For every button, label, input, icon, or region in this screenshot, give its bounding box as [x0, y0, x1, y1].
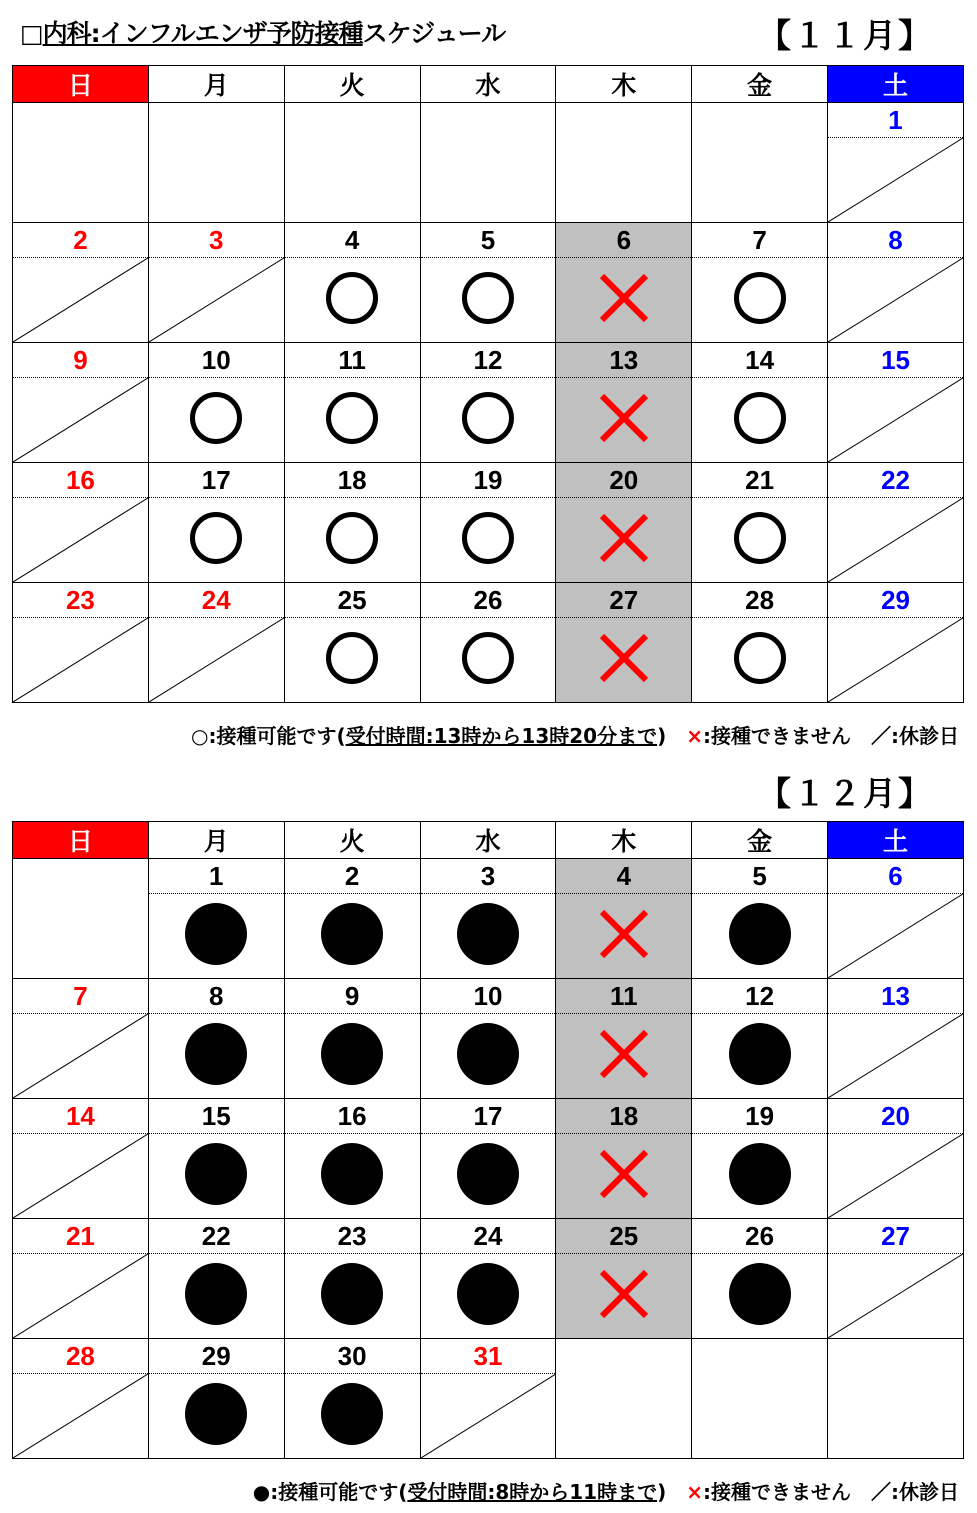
cross-icon	[596, 1266, 652, 1322]
day-number: 18	[556, 1099, 692, 1134]
day-status-cell	[692, 258, 828, 343]
day-status-cell	[148, 1254, 284, 1339]
weekday-header: 火	[284, 822, 420, 859]
closed-slash-icon	[828, 258, 963, 342]
legend-paren-close: )	[657, 1480, 667, 1504]
day-status-cell	[148, 1374, 284, 1459]
day-status-cell	[148, 498, 284, 583]
available-dot-icon	[185, 1383, 247, 1445]
day-number: 1	[828, 103, 964, 138]
day-status-cell	[556, 894, 692, 979]
day-number: 27	[556, 583, 692, 618]
day-status-cell	[556, 138, 692, 223]
day-number	[556, 1339, 692, 1374]
closed-slash-icon	[828, 894, 963, 978]
closed-slash-icon	[13, 1134, 148, 1218]
day-status-cell	[828, 1374, 964, 1459]
day-status-cell	[420, 258, 556, 343]
available-dot-icon	[185, 1023, 247, 1085]
closed-slash-icon	[13, 1374, 148, 1458]
day-number: 5	[420, 223, 556, 258]
day-status-cell	[556, 498, 692, 583]
day-status-cell	[692, 1014, 828, 1099]
day-number: 20	[828, 1099, 964, 1134]
day-number: 23	[284, 1219, 420, 1254]
available-circle-icon	[190, 512, 242, 564]
available-circle-icon	[326, 272, 378, 324]
weekday-header: 日	[13, 66, 149, 103]
day-status-cell	[556, 1134, 692, 1219]
closed-slash-icon	[828, 1014, 963, 1098]
weekday-header: 木	[556, 822, 692, 859]
cross-icon	[596, 390, 652, 446]
day-status-cell	[13, 258, 149, 343]
day-number: 21	[692, 463, 828, 498]
day-status-cell	[692, 498, 828, 583]
day-status-cell	[420, 498, 556, 583]
closed-slash-icon	[149, 258, 284, 342]
day-status-cell	[13, 498, 149, 583]
day-number	[692, 103, 828, 138]
closed-slash-icon	[13, 618, 148, 702]
day-number: 14	[692, 343, 828, 378]
day-number: 3	[420, 859, 556, 894]
calendar-december	[12, 821, 964, 1459]
day-number: 21	[13, 1219, 149, 1254]
day-number: 15	[828, 343, 964, 378]
day-number: 18	[284, 463, 420, 498]
available-dot-icon	[457, 1263, 519, 1325]
day-status-cell	[13, 1254, 149, 1339]
day-number: 24	[148, 583, 284, 618]
day-status-cell	[692, 1134, 828, 1219]
weekday-header: 日	[13, 822, 149, 859]
weekday-header: 土	[828, 822, 964, 859]
cross-icon	[596, 630, 652, 686]
day-number: 29	[148, 1339, 284, 1374]
day-number: 19	[692, 1099, 828, 1134]
day-number: 22	[148, 1219, 284, 1254]
day-number: 22	[828, 463, 964, 498]
day-number: 11	[556, 979, 692, 1014]
day-status-cell	[420, 618, 556, 703]
day-number: 4	[556, 859, 692, 894]
day-status-cell	[13, 618, 149, 703]
day-number	[556, 103, 692, 138]
closed-slash-icon	[149, 618, 284, 702]
day-status-cell	[828, 618, 964, 703]
closed-slash-icon	[828, 618, 963, 702]
day-number: 9	[284, 979, 420, 1014]
day-status-cell	[284, 138, 420, 223]
day-status-cell	[13, 1374, 149, 1459]
day-number: 11	[284, 343, 420, 378]
legend-cross-symbol: ×	[686, 724, 703, 748]
available-dot-icon	[321, 1383, 383, 1445]
day-number: 13	[828, 979, 964, 1014]
checkbox-icon: □	[20, 19, 43, 48]
day-number: 16	[284, 1099, 420, 1134]
day-number: 26	[692, 1219, 828, 1254]
day-status-cell	[148, 618, 284, 703]
day-status-cell	[828, 258, 964, 343]
day-status-cell	[556, 1374, 692, 1459]
closed-slash-icon	[828, 378, 963, 462]
weekday-header: 火	[284, 66, 420, 103]
day-number: 20	[556, 463, 692, 498]
day-number: 12	[692, 979, 828, 1014]
day-status-cell	[284, 618, 420, 703]
title-department: 内科:インフルエンザ予防接種	[42, 19, 363, 48]
day-status-cell	[828, 378, 964, 463]
day-number: 14	[13, 1099, 149, 1134]
legend-reception-time: 受付時間:13時から13時20分まで	[345, 724, 658, 748]
day-status-cell	[556, 258, 692, 343]
page-title	[20, 14, 505, 50]
day-status-cell	[148, 1014, 284, 1099]
day-status-cell	[148, 138, 284, 223]
day-status-cell	[692, 1374, 828, 1459]
available-circle-icon	[462, 392, 514, 444]
available-dot-icon	[457, 1023, 519, 1085]
day-status-cell	[420, 894, 556, 979]
weekday-header: 月	[148, 66, 284, 103]
day-number: 1	[148, 859, 284, 894]
legend-available-text: :接種可能です(	[208, 724, 346, 748]
day-number: 10	[148, 343, 284, 378]
legend-paren-close: )	[657, 724, 667, 748]
day-status-cell	[556, 1014, 692, 1099]
available-dot-icon	[729, 1263, 791, 1325]
legend-reception-time: 受付時間:8時から11時まで	[407, 1480, 658, 1504]
cross-icon	[596, 270, 652, 326]
legend-december	[253, 1476, 959, 1505]
day-number: 7	[692, 223, 828, 258]
day-status-cell	[828, 138, 964, 223]
day-number: 6	[556, 223, 692, 258]
day-status-cell	[13, 894, 149, 979]
day-status-cell	[148, 894, 284, 979]
closed-slash-icon	[828, 1254, 963, 1338]
day-number: 13	[556, 343, 692, 378]
day-status-cell	[148, 1134, 284, 1219]
available-dot-icon	[729, 1023, 791, 1085]
day-number: 17	[148, 463, 284, 498]
day-number: 24	[420, 1219, 556, 1254]
day-status-cell	[828, 894, 964, 979]
available-dot-icon	[185, 903, 247, 965]
day-status-cell	[13, 138, 149, 223]
day-number: 23	[13, 583, 149, 618]
available-circle-icon	[734, 512, 786, 564]
closed-slash-icon	[828, 1134, 963, 1218]
day-number: 3	[148, 223, 284, 258]
available-dot-icon	[457, 1143, 519, 1205]
day-status-cell	[284, 1254, 420, 1339]
title-suffix: スケジュール	[362, 19, 506, 48]
day-number: 26	[420, 583, 556, 618]
available-circle-icon	[462, 632, 514, 684]
day-status-cell	[692, 894, 828, 979]
available-circle-icon	[734, 392, 786, 444]
weekday-header: 月	[148, 822, 284, 859]
day-status-cell	[284, 1134, 420, 1219]
day-status-cell	[284, 378, 420, 463]
day-number	[828, 1339, 964, 1374]
day-number: 4	[284, 223, 420, 258]
day-status-cell	[556, 378, 692, 463]
day-status-cell	[692, 378, 828, 463]
available-dot-icon	[185, 1143, 247, 1205]
day-number: 8	[828, 223, 964, 258]
day-number: 6	[828, 859, 964, 894]
day-number: 12	[420, 343, 556, 378]
legend-available-symbol: ●	[252, 1480, 271, 1504]
cross-icon	[596, 1146, 652, 1202]
day-number: 15	[148, 1099, 284, 1134]
day-number	[13, 103, 149, 138]
day-number: 28	[13, 1339, 149, 1374]
calendar-november	[12, 65, 964, 703]
available-dot-icon	[321, 1143, 383, 1205]
closed-slash-icon	[13, 378, 148, 462]
day-status-cell	[692, 1254, 828, 1339]
cross-icon	[596, 1026, 652, 1082]
day-number	[284, 103, 420, 138]
available-dot-icon	[321, 903, 383, 965]
day-status-cell	[148, 258, 284, 343]
day-number: 10	[420, 979, 556, 1014]
available-dot-icon	[729, 903, 791, 965]
day-status-cell	[692, 618, 828, 703]
day-number: 30	[284, 1339, 420, 1374]
legend-closed-text: ／:休診日	[871, 724, 959, 748]
month-label-november: 【１１月】	[758, 16, 933, 55]
day-number	[420, 103, 556, 138]
available-dot-icon	[321, 1263, 383, 1325]
day-status-cell	[13, 378, 149, 463]
day-status-cell	[420, 1014, 556, 1099]
day-status-cell	[13, 1014, 149, 1099]
day-status-cell	[148, 378, 284, 463]
available-circle-icon	[462, 512, 514, 564]
legend-available-text: :接種可能です(	[270, 1480, 408, 1504]
day-number: 7	[13, 979, 149, 1014]
day-status-cell	[828, 1014, 964, 1099]
legend-closed-text: ／:休診日	[871, 1480, 959, 1504]
day-number: 2	[13, 223, 149, 258]
cross-icon	[596, 906, 652, 962]
day-status-cell	[828, 1134, 964, 1219]
closed-slash-icon	[828, 138, 963, 222]
day-status-cell	[828, 498, 964, 583]
closed-slash-icon	[421, 1374, 556, 1458]
day-number: 29	[828, 583, 964, 618]
day-status-cell	[420, 138, 556, 223]
legend-cross-symbol: ×	[686, 1480, 703, 1504]
day-status-cell	[828, 1254, 964, 1339]
day-status-cell	[284, 258, 420, 343]
day-number: 25	[284, 583, 420, 618]
closed-slash-icon	[828, 498, 963, 582]
day-number: 9	[13, 343, 149, 378]
available-circle-icon	[326, 632, 378, 684]
available-circle-icon	[326, 392, 378, 444]
closed-slash-icon	[13, 258, 148, 342]
day-number: 27	[828, 1219, 964, 1254]
day-status-cell	[692, 138, 828, 223]
weekday-header: 木	[556, 66, 692, 103]
closed-slash-icon	[13, 1254, 148, 1338]
month-label-december: 【１２月】	[758, 774, 933, 813]
available-dot-icon	[729, 1143, 791, 1205]
day-status-cell	[556, 1254, 692, 1339]
day-status-cell	[284, 1374, 420, 1459]
day-number	[148, 103, 284, 138]
available-circle-icon	[462, 272, 514, 324]
weekday-header: 水	[420, 822, 556, 859]
day-number: 16	[13, 463, 149, 498]
legend-unavailable-text: :接種できません	[703, 1480, 851, 1504]
day-number	[692, 1339, 828, 1374]
day-number: 31	[420, 1339, 556, 1374]
day-number: 19	[420, 463, 556, 498]
day-number: 2	[284, 859, 420, 894]
day-status-cell	[420, 1254, 556, 1339]
day-number: 28	[692, 583, 828, 618]
day-number: 25	[556, 1219, 692, 1254]
day-status-cell	[13, 1134, 149, 1219]
weekday-header: 金	[692, 822, 828, 859]
legend-november	[191, 720, 959, 749]
day-status-cell	[284, 894, 420, 979]
day-number: 8	[148, 979, 284, 1014]
closed-slash-icon	[13, 1014, 148, 1098]
cross-icon	[596, 510, 652, 566]
weekday-header: 土	[828, 66, 964, 103]
legend-available-symbol: ○	[191, 724, 209, 748]
day-status-cell	[420, 378, 556, 463]
weekday-header: 水	[420, 66, 556, 103]
weekday-header: 金	[692, 66, 828, 103]
available-circle-icon	[326, 512, 378, 564]
available-dot-icon	[321, 1023, 383, 1085]
available-circle-icon	[734, 272, 786, 324]
legend-unavailable-text: :接種できません	[703, 724, 851, 748]
available-circle-icon	[190, 392, 242, 444]
day-status-cell	[284, 498, 420, 583]
day-status-cell	[420, 1134, 556, 1219]
available-circle-icon	[734, 632, 786, 684]
day-status-cell	[556, 618, 692, 703]
day-status-cell	[284, 1014, 420, 1099]
day-number: 17	[420, 1099, 556, 1134]
available-dot-icon	[185, 1263, 247, 1325]
available-dot-icon	[457, 903, 519, 965]
closed-slash-icon	[13, 498, 148, 582]
day-number: 5	[692, 859, 828, 894]
day-status-cell	[420, 1374, 556, 1459]
day-number	[13, 859, 149, 894]
